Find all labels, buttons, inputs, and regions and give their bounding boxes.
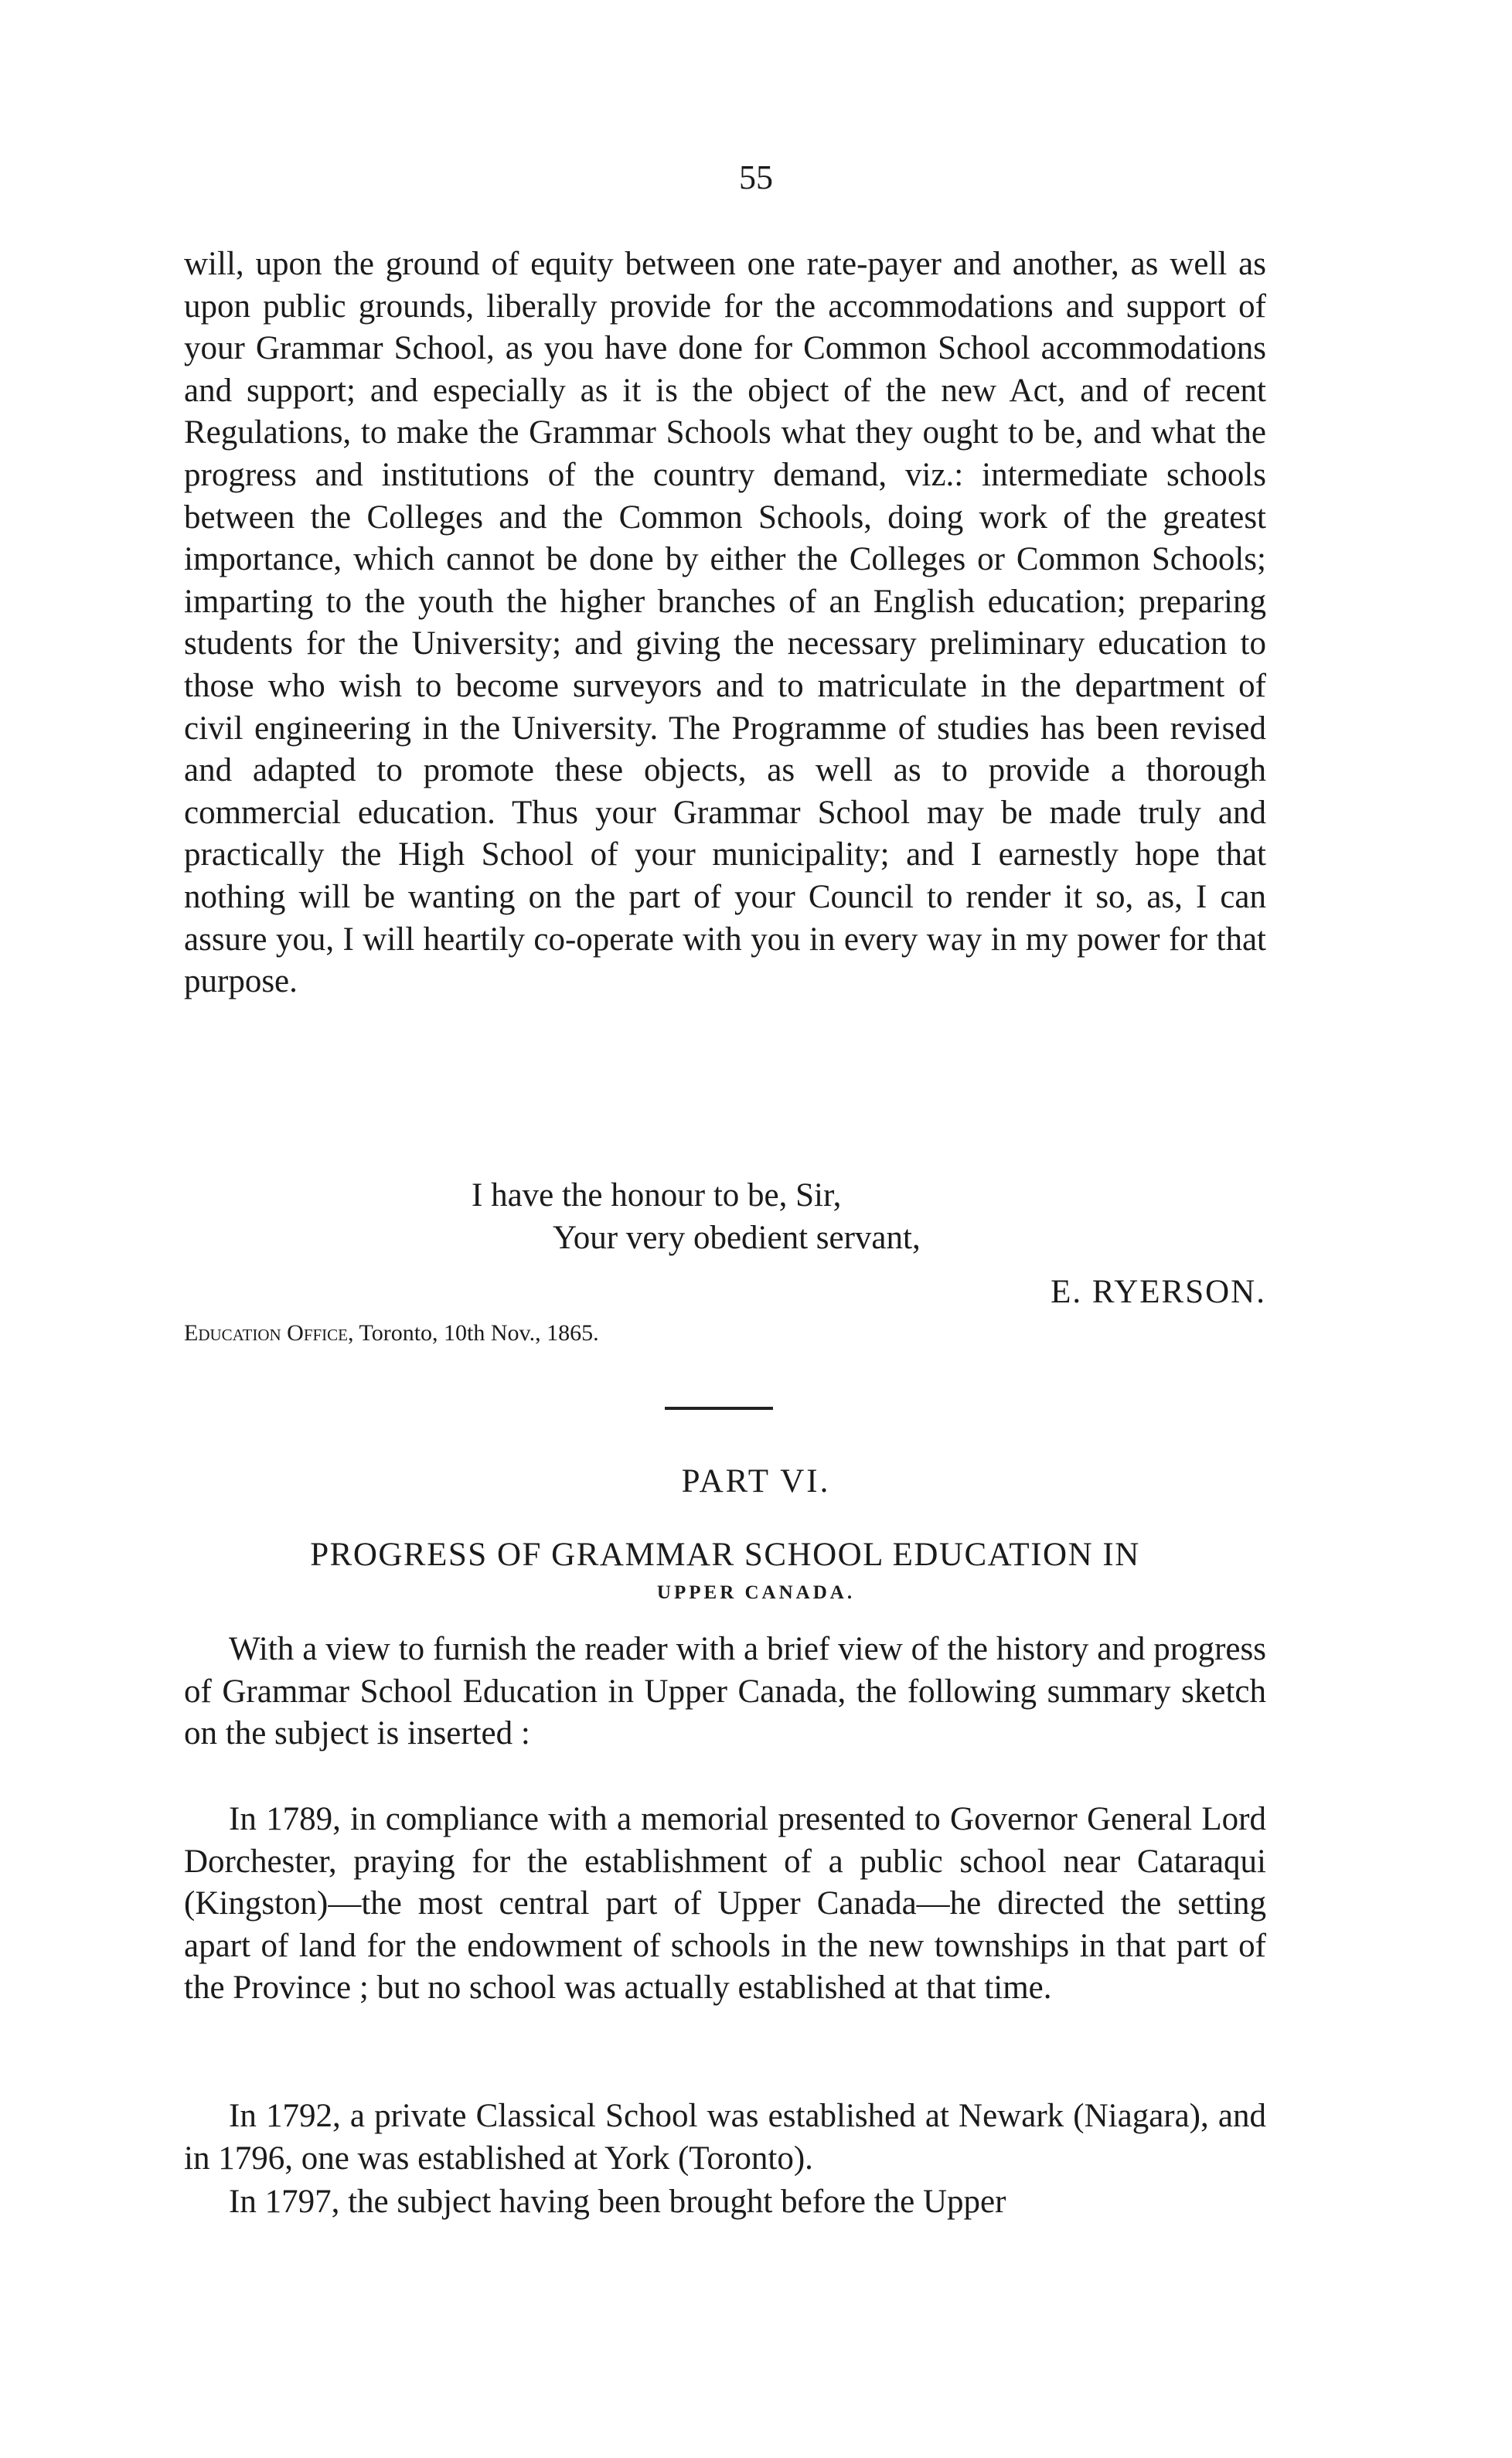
history-paragraph-1789: In 1789, in compliance with a memorial presented to Governor General Lord Dorchester, praying for the establishment of a public school near Cataraqui (Kingston)—the most central part of Upper Canada—he directed the setting apart of land for the endowment of schools in the new townships in that part of the Province ; but no school was actually established at that time. — [184, 1801, 1266, 2007]
dateline-office: Education Office, — [184, 1320, 354, 1346]
part-heading: PART VI. — [681, 1463, 831, 1500]
section-title: PROGRESS OF GRAMMAR SCHOOL EDUCATION IN — [310, 1537, 1140, 1573]
section-divider-rule — [665, 1407, 773, 1410]
history-paragraph-1797: In 1797, the subject having been brought before the Upper — [229, 2184, 1006, 2220]
history-paragraph-1792: In 1792, a private Classical School was established at Newark (Niagara), and in 1796, one was established at York (Toronto). — [184, 2098, 1266, 2177]
page-number: 55 — [739, 158, 773, 196]
letter-dateline — [184, 1318, 599, 1349]
letter-closing-line: I have the honour to be, Sir, — [472, 1177, 842, 1214]
dateline-place-date: Toronto, 10th Nov., 1865. — [353, 1320, 599, 1346]
section-subtitle: UPPER CANADA. — [656, 1582, 856, 1603]
letter-continuation-paragraph: will, upon the ground of equity between one rate-payer and another, as well as upon public grounds, liberally provide for the accommodations and support of your Grammar School, as you have done for Common School accommodations and support; and especially as it is the object of the new Act, and of recent Regulations, to make the Grammar Schools what they ought to be, and what the progress and institutions of the country demand, viz.: intermediate schools between the Colleges and the Common Schools, doing work of the greatest importance, which cannot be done by either the Colleges or Common Schools; imparting to the youth the higher branches of an English education; preparing students for the University; and giving the necessary preliminary education to those who wish to become surveyors and to matriculate in the department of civil engineering in the University. The Programme of studies has been revised and adapted to promote these objects, as well as to provide a thorough commercial education. Thus your Grammar School may be made truly and practically the High School of your municipality; and I earnestly hope that nothing will be wanting on the part of your Council to render it so, as, I can assure you, I will heartily co-operate with you in every way in my power for that purpose. — [184, 246, 1266, 1000]
intro-paragraph: With a view to furnish the reader with a brief view of the history and progress of Grammar School Education in Upper Canada, the following summary sketch on the subject is inserted : — [184, 1631, 1266, 1752]
letter-signature: E. RYERSON. — [1051, 1274, 1266, 1310]
letter-closing-servant-line: Your very obedient servant, — [553, 1220, 921, 1256]
